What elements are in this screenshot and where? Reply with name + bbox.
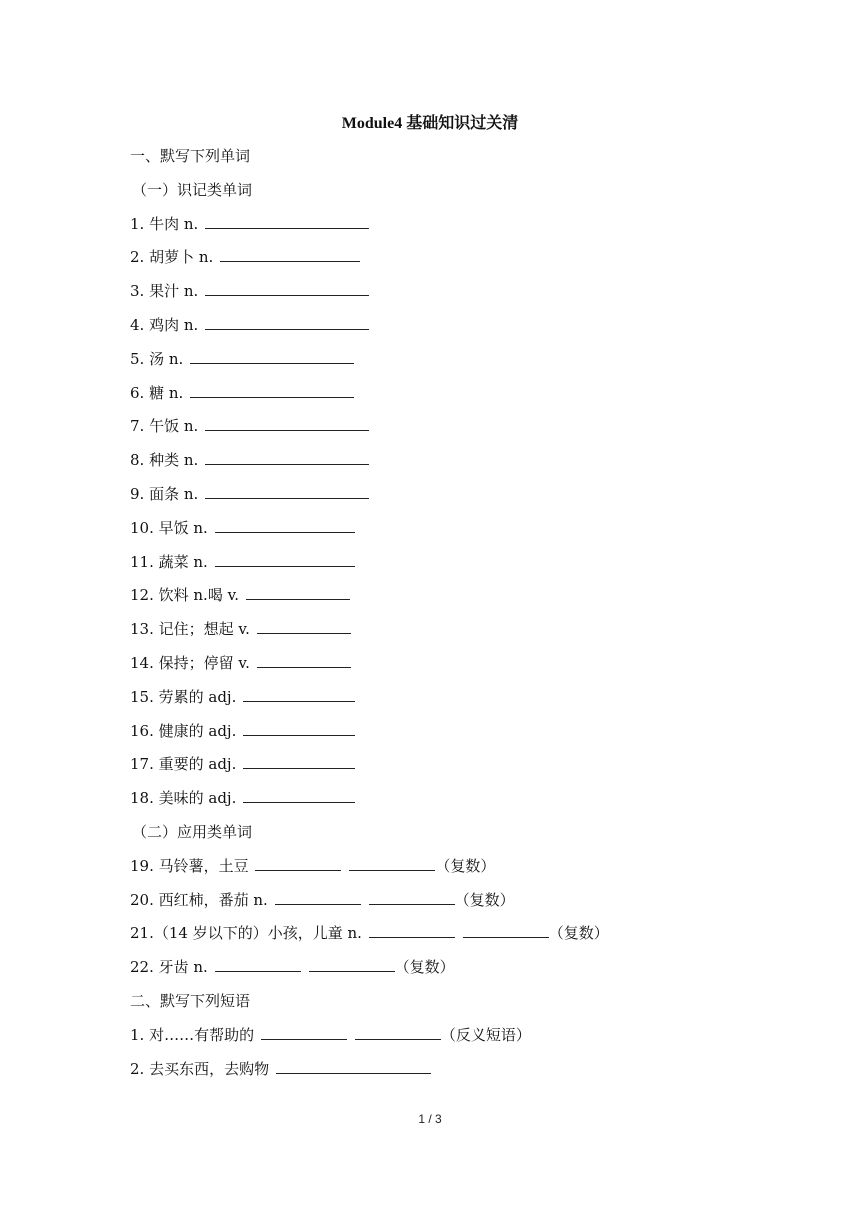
- item-note: （复数）: [435, 856, 496, 875]
- list-item: [130, 647, 750, 681]
- item-label: 18. 美味的 adj.: [130, 789, 237, 808]
- list-item: [130, 1053, 750, 1087]
- answer-blank[interactable]: [243, 719, 355, 736]
- answer-blank-plural[interactable]: [463, 921, 549, 938]
- list-item: [130, 444, 750, 478]
- list-item: [130, 579, 750, 613]
- answer-blank[interactable]: [257, 651, 351, 668]
- answer-blank[interactable]: [261, 1023, 347, 1040]
- answer-blank[interactable]: [276, 1057, 431, 1074]
- item-note: （复数）: [454, 890, 515, 909]
- list-item: [130, 917, 750, 951]
- answer-blank[interactable]: [246, 583, 350, 600]
- list-item: [130, 208, 750, 242]
- list-item: [130, 546, 750, 580]
- item-label: 6. 糖 n.: [130, 383, 184, 402]
- list-item: [130, 782, 750, 816]
- list-item: [130, 275, 750, 309]
- list-item: [130, 850, 750, 884]
- list-item: [130, 512, 750, 546]
- item-note: （复数）: [548, 924, 609, 943]
- page-number: 1 / 3: [418, 1112, 442, 1126]
- list-item: [130, 410, 750, 444]
- item-label: 4. 鸡肉 n.: [130, 315, 199, 334]
- item-label: 5. 汤 n.: [130, 349, 184, 368]
- answer-blank[interactable]: [205, 448, 369, 465]
- list-item: [130, 715, 750, 749]
- item-label: 9. 面条 n.: [130, 484, 199, 503]
- list-item: [130, 309, 750, 343]
- page-title: Module4 基础知识过关清: [341, 115, 519, 132]
- answer-blank-plural[interactable]: [349, 854, 435, 871]
- item-label: 3. 果汁 n.: [130, 282, 199, 301]
- answer-blank[interactable]: [215, 955, 301, 972]
- item-label: 8. 种类 n.: [130, 451, 199, 470]
- answer-blank[interactable]: [255, 854, 341, 871]
- item-label: 22. 牙齿 n.: [130, 958, 208, 977]
- answer-blank[interactable]: [215, 550, 355, 567]
- item-label: 14. 保持；停留 v.: [130, 653, 250, 672]
- item-label: 20. 西红柿，番茄 n.: [130, 890, 268, 909]
- item-label: 17. 重要的 adj.: [130, 755, 237, 774]
- item-label: 1. 牛肉 n.: [130, 214, 199, 233]
- answer-blank[interactable]: [243, 786, 355, 803]
- item-label: 12. 饮料 n.喝 v.: [130, 586, 240, 605]
- item-label: 21.（14 岁以下的）小孩，儿童 n.: [130, 924, 362, 943]
- answer-blank[interactable]: [369, 921, 455, 938]
- answer-blank[interactable]: [215, 516, 355, 533]
- list-item: [130, 748, 750, 782]
- list-item: [130, 1019, 750, 1053]
- item-label: 15. 劳累的 adj.: [130, 687, 237, 706]
- list-item: [130, 478, 750, 512]
- answer-blank[interactable]: [190, 347, 354, 364]
- list-item: [130, 241, 750, 275]
- item-label: 13. 记住；想起 v.: [130, 620, 250, 639]
- subsection-heading-apply: （二）应用类单词: [132, 822, 253, 841]
- answer-blank[interactable]: [220, 245, 360, 262]
- answer-blank[interactable]: [205, 482, 369, 499]
- item-label: 2. 去买东西，去购物: [130, 1059, 270, 1078]
- answer-blank[interactable]: [243, 685, 355, 702]
- item-label: 1. 对……有帮助的: [130, 1025, 255, 1044]
- list-item: [130, 613, 750, 647]
- answer-blank[interactable]: [243, 752, 355, 769]
- list-item: [130, 343, 750, 377]
- item-label: 2. 胡萝卜 n.: [130, 248, 214, 267]
- item-label: 16. 健康的 adj.: [130, 721, 237, 740]
- section-heading-phrases: 二、默写下列短语: [130, 991, 251, 1010]
- list-item: [130, 377, 750, 411]
- list-item: [130, 951, 750, 985]
- worksheet-content: [130, 140, 750, 1086]
- answer-blank[interactable]: [257, 617, 351, 634]
- answer-blank[interactable]: [205, 212, 369, 229]
- answer-blank[interactable]: [190, 381, 354, 398]
- item-label: 19. 马铃薯，土豆: [130, 856, 249, 875]
- answer-blank[interactable]: [205, 313, 369, 330]
- list-item: [130, 681, 750, 715]
- item-note: （反义短语）: [440, 1025, 531, 1044]
- subsection-heading-recall: （一）识记类单词: [132, 180, 253, 199]
- item-label: 11. 蔬菜 n.: [130, 552, 208, 571]
- answer-blank[interactable]: [275, 888, 361, 905]
- item-note: （复数）: [394, 958, 455, 977]
- answer-blank-antonym[interactable]: [355, 1023, 441, 1040]
- answer-blank[interactable]: [205, 279, 369, 296]
- answer-blank[interactable]: [205, 414, 369, 431]
- item-label: 10. 早饭 n.: [130, 518, 208, 537]
- item-label: 7. 午饭 n.: [130, 417, 199, 436]
- answer-blank-plural[interactable]: [309, 955, 395, 972]
- section-heading-words: 一、默写下列单词: [130, 147, 251, 165]
- answer-blank-plural[interactable]: [369, 888, 455, 905]
- list-item: [130, 884, 750, 918]
